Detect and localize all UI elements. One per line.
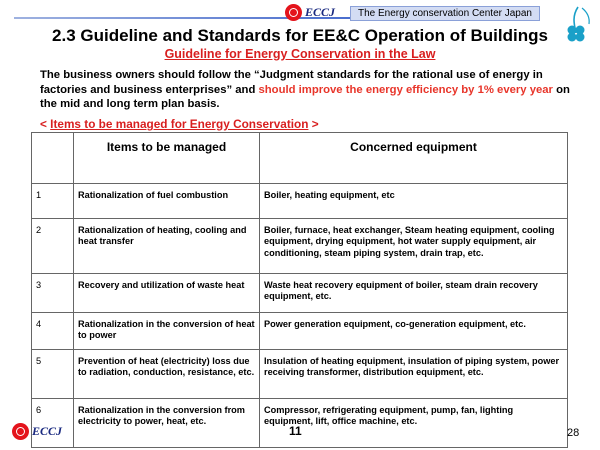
row-item: Rationalization of heating, cooling and heat transfer	[74, 219, 260, 274]
intro-paragraph	[40, 68, 570, 112]
table-row	[32, 350, 568, 399]
row-number: 4	[32, 313, 74, 350]
row-equipment: Boiler, heating equipment, etc	[260, 184, 568, 219]
section-label: Items to be managed for Energy Conservation	[50, 117, 309, 131]
page-title: 2.3 Guideline and Standards for EE&C Operation of Buildings	[52, 26, 548, 45]
row-item: Prevention of heat (electricity) loss due to radiation, conduction, resistance, etc.	[74, 350, 260, 399]
row-number: 6	[32, 399, 74, 448]
page-subtitle: Guideline for Energy Conservation in the Law	[164, 47, 436, 61]
row-number: 3	[32, 274, 74, 313]
org-name-badge: The Energy conservation Center Japan	[350, 6, 540, 21]
intro-text-highlight: should improve the energy efficiency by 1% every year	[258, 83, 553, 96]
table-row	[32, 274, 568, 313]
eccj-logo	[285, 4, 335, 21]
section-close-bracket: >	[308, 117, 319, 131]
table-row	[32, 184, 568, 219]
table-row	[32, 313, 568, 350]
table-row	[32, 399, 568, 448]
section-open-bracket: <	[40, 117, 51, 131]
row-equipment: Compressor, refrigerating equipment, pump, fan, lighting equipment, lift, office machine, etc.	[260, 399, 568, 448]
table-row	[32, 219, 568, 274]
header-equipment: Concerned equipment	[260, 133, 568, 184]
row-equipment: Waste heat recovery equipment of boiler, steam drain recovery equipment, etc.	[260, 274, 568, 313]
row-equipment: Insulation of heating equipment, insulation of piping system, power receiving transformer, distribution equipment, etc.	[260, 350, 568, 399]
eccj-logo-text: ECCJ	[305, 5, 336, 19]
row-item: Rationalization in the conversion of heat to power	[74, 313, 260, 350]
table-header-row	[32, 133, 568, 184]
intro-text-3: on the mid and long term plan basis.	[40, 83, 570, 110]
row-item: Rationalization of fuel combustion	[74, 184, 260, 219]
footer-eccj-logo	[12, 423, 62, 440]
header-items: Items to be managed	[74, 133, 260, 184]
row-number: 1	[32, 184, 74, 219]
row-item: Recovery and utilization of waste heat	[74, 274, 260, 313]
row-number: 5	[32, 350, 74, 399]
row-item: Rationalization in the conversion from electricity to power, heat, etc.	[74, 399, 260, 448]
row-equipment: Power generation equipment, co-generation equipment, etc.	[260, 313, 568, 350]
footer-eccj-mark-icon	[12, 423, 29, 440]
section-heading	[40, 117, 319, 131]
management-items-table	[31, 132, 568, 448]
page-number-center: 11	[289, 424, 302, 438]
footer-logo-text: ECCJ	[32, 424, 63, 438]
page-number-right: 28	[567, 427, 580, 439]
header-number	[32, 133, 74, 184]
intro-text-1: The business owners should follow the “Judgment standards for the rational use of energy in factories and business enterprises” and	[40, 69, 543, 96]
row-number: 2	[32, 219, 74, 274]
row-equipment: Boiler, furnace, heat exchanger, Steam heating equipment, cooling equipment, drying equipment, hot water supply equipment, air conditioning, steam piping system, drain trap, etc.	[260, 219, 568, 274]
eccj-mark-icon	[285, 4, 302, 21]
